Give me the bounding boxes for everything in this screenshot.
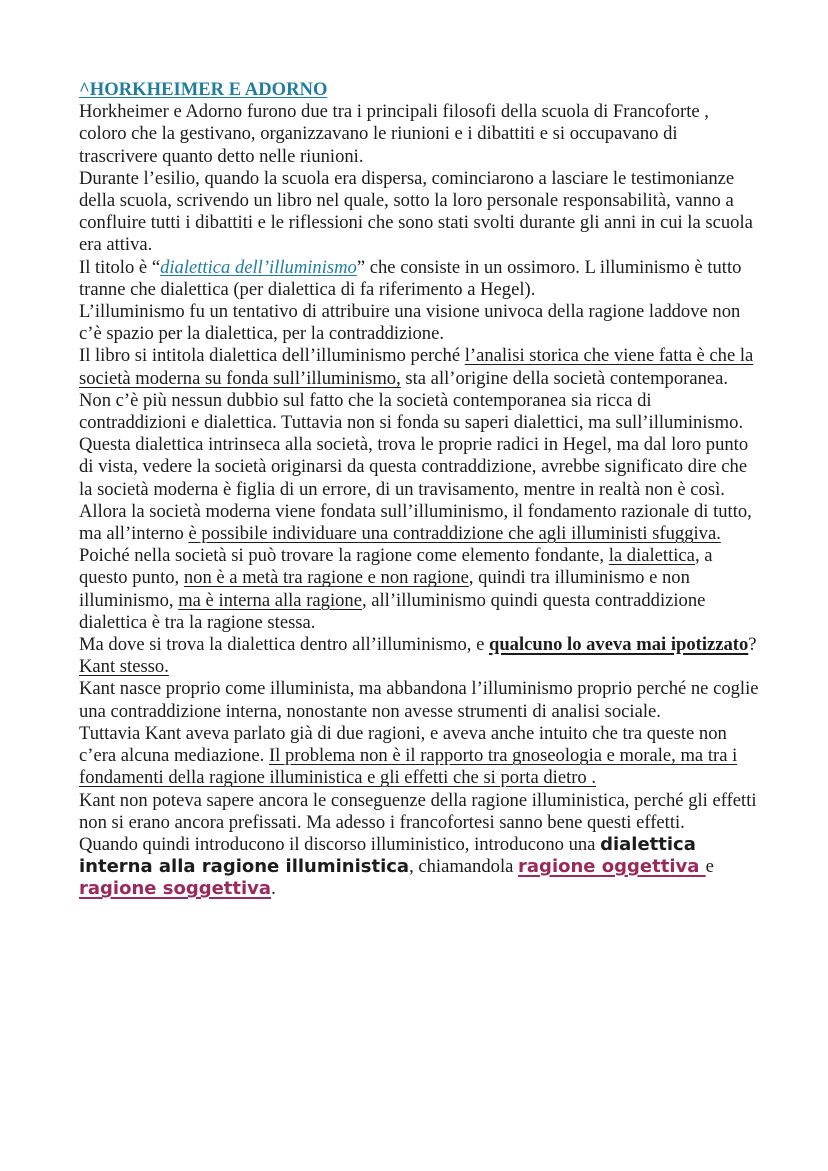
p5-text-b: sta all’origine della società contemporanea. xyxy=(400,367,729,389)
p14-text-d: . xyxy=(271,878,276,900)
paragraph-10 xyxy=(79,634,759,678)
p10-text-b: ? xyxy=(748,634,757,656)
p14-text-a: Quando quindi introducono il discorso illuministico, introducono una xyxy=(79,833,601,855)
paragraph-6: Non c’è più nessun dubbio sul fatto che la società contemporanea sia ricca di contraddizioni e dialettica. Tuttavia non si fonda su saperi dialettici, ma sull’illuminismo. xyxy=(79,389,744,434)
paragraph-5 xyxy=(79,345,759,389)
p8-text-a: Allora la società moderna viene fondata sull’illuminismo, il fondamento razionale di tutto, ma all’interno xyxy=(79,500,752,545)
p14-text-b: , chiamandola xyxy=(409,856,519,878)
paragraph-2: Durante l’esilio, quando la scuola era dispersa, cominciarono a lasciare le testimonianze della scuola, scrivendo un libro nel quale, sotto la loro personale responsabilità, vanno a confluire tutti i dibattiti e le riflessioni che sono stati svolti durante gli anni in cui la scuola era attiva. xyxy=(79,167,753,256)
p9-text-c: , quindi tra illuminismo e non illuminismo, xyxy=(79,567,690,611)
p9-underlined-b: non è a metà tra ragione e non ragione xyxy=(183,567,469,589)
p9-text-b: , a questo punto, xyxy=(79,545,713,589)
p14-bold: dialettica interna alla ragione illuministica xyxy=(79,833,696,878)
p3-text-b: ” che consiste in un ossimoro. L illuminismo è tutto tranne che dialettica (per dialettica di fa riferimento a Hegel). xyxy=(79,256,742,300)
p12-text-a: Tuttavia Kant aveva parlato già di due ragioni, e aveva anche intuito che tra queste non c’era alcuna mediazione. xyxy=(79,722,727,767)
paragraph-12 xyxy=(79,723,759,790)
p9-text-d: , all’illuminismo quindi questa contraddizione dialettica è tra la ragione stessa. xyxy=(79,589,706,633)
p10-bold-underlined: qualcuno lo aveva mai ipotizzato xyxy=(489,634,749,656)
p9-text-a: Poiché nella società si può trovare la ragione come elemento fondante, xyxy=(79,545,609,567)
p5-underlined: l’analisi storica che viene fatta è che la società moderna su fonda sull’illuminismo, xyxy=(79,345,754,389)
p12-underlined: Il problema non è il rapporto tra gnoseologia e morale, ma tra i fondamenti della ragione illuministica e gli effetti che si porta dietro . xyxy=(79,745,738,789)
p10-text-a: Ma dove si trova la dialettica dentro all’illuminismo, e xyxy=(79,634,489,656)
p14-term-ragione-soggettiva: ragione soggettiva xyxy=(79,878,272,900)
p14-term-ragione-oggettiva: ragione oggettiva xyxy=(518,856,706,878)
link-dialettica-illuminismo[interactable]: dialettica dell’illuminismo xyxy=(160,256,357,278)
paragraph-3 xyxy=(79,257,759,301)
paragraph-7: Questa dialettica intrinseca alla società, trova le proprie radici in Hegel, ma dal loro punto di vista, vedere la società originarsi da questa contraddizione, avrebbe significato dire che la società moderna è figlia di un errore, di un travisamento, mentre in realtà non è così. xyxy=(79,434,749,500)
p9-underlined-a: la dialettica xyxy=(608,545,695,567)
paragraph-13: Kant non poteva sapere ancora le conseguenze della ragione illuministica, perché gli effetti non si erano ancora prefissati. Ma adesso i francofortesi sanno bene questi effetti. xyxy=(79,789,757,833)
p8-underlined: è possibile individuare una contraddizione che agli illuministi sfuggiva. xyxy=(188,523,721,545)
paragraph-8 xyxy=(79,501,759,545)
heading-horkheimer-adorno[interactable]: ^HORKHEIMER E ADORNO xyxy=(79,79,328,100)
p10-underlined: Kant stesso. xyxy=(79,656,169,678)
p9-underlined-c: ma è interna alla ragione xyxy=(178,589,362,611)
paragraph-14 xyxy=(79,834,759,901)
p14-text-c: e xyxy=(705,856,714,878)
paragraph-9 xyxy=(79,545,759,634)
p5-text-a: Il libro si intitola dialettica dell’illuminismo perché xyxy=(79,345,465,367)
paragraph-4: L’illuminismo fu un tentativo di attribuire una visione univoca della ragione laddove non c’è spazio per la dialettica, per la contraddizione. xyxy=(79,301,741,345)
paragraph-11: Kant nasce proprio come illuminista, ma abbandona l’illuminismo proprio perché ne coglie una contraddizione interna, nonostante non avesse strumenti di analisi sociale. xyxy=(79,678,759,722)
paragraph-1: Horkheimer e Adorno furono due tra i principali filosofi della scuola di Francoforte , coloro che la gestivano, organizzavano le riunioni e i dibattiti e si occupavano di trascrivere quanto detto nelle riunioni. xyxy=(79,101,709,167)
p3-text-a: Il titolo è “ xyxy=(79,256,161,278)
document-body xyxy=(79,79,759,901)
